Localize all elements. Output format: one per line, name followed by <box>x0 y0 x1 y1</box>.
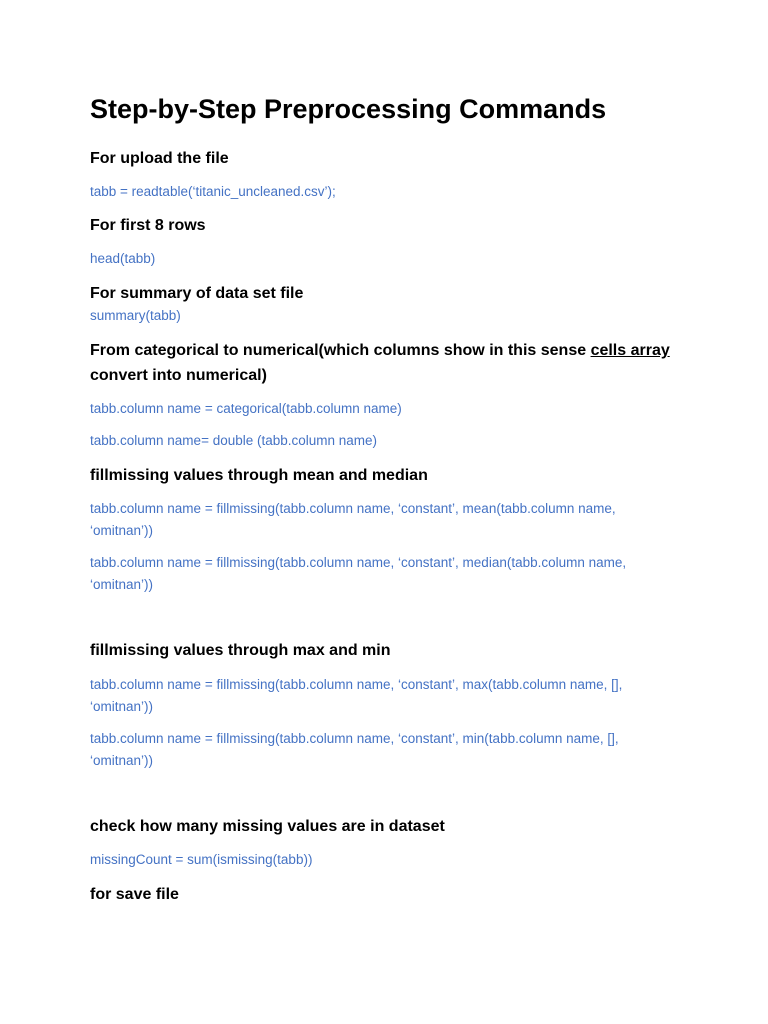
code-median <box>90 552 660 596</box>
code-upload: tabb = readtable(‘titanic_uncleaned.csv’); <box>90 184 336 199</box>
code-first-rows: head(tabb) <box>90 251 156 266</box>
code-min <box>90 728 660 772</box>
code-median-line2: ‘omitnan’)) <box>90 577 154 592</box>
code-categorical-1: tabb.column name = categorical(tabb.column name) <box>90 401 402 416</box>
code-max <box>90 674 660 718</box>
code-min-line1: tabb.column name = fillmissing(tabb.column name, ‘constant’, min(tabb.column name, [], <box>90 731 619 746</box>
code-max-line1: tabb.column name = fillmissing(tabb.column name, ‘constant’, max(tabb.column name, [], <box>90 677 623 692</box>
heading-upload: For upload the file <box>90 150 229 167</box>
heading-categorical-part1: From categorical to numerical(which columns show in this sense <box>90 342 591 359</box>
code-mean-line2: ‘omitnan’)) <box>90 523 154 538</box>
code-max-line2: ‘omitnan’)) <box>90 699 154 714</box>
code-mean-line1: tabb.column name = fillmissing(tabb.column name, ‘constant’, mean(tabb.column name, <box>90 501 616 516</box>
heading-missing-count: check how many missing values are in dataset <box>90 818 445 835</box>
code-median-line1: tabb.column name = fillmissing(tabb.column name, ‘constant’, median(tabb.column name, <box>90 555 627 570</box>
heading-first-rows: For first 8 rows <box>90 217 206 234</box>
page-title: Step-by-Step Preprocessing Commands <box>90 94 607 124</box>
code-missing-count: missingCount = sum(ismissing(tabb)) <box>90 852 313 867</box>
heading-categorical-underlined: cells array <box>590 342 670 359</box>
heading-mean-median: fillmissing values through mean and median <box>90 467 428 484</box>
code-categorical-2: tabb.column name= double (tabb.column name) <box>90 433 378 448</box>
heading-max-min: fillmissing values through max and min <box>90 642 391 659</box>
heading-summary: For summary of data set file <box>90 285 304 302</box>
heading-save: for save file <box>90 886 179 903</box>
heading-categorical <box>90 338 670 388</box>
code-mean <box>90 498 660 542</box>
heading-categorical-part2: convert into numerical) <box>90 367 267 384</box>
code-min-line2: ‘omitnan’)) <box>90 753 154 768</box>
code-summary: summary(tabb) <box>90 308 181 323</box>
